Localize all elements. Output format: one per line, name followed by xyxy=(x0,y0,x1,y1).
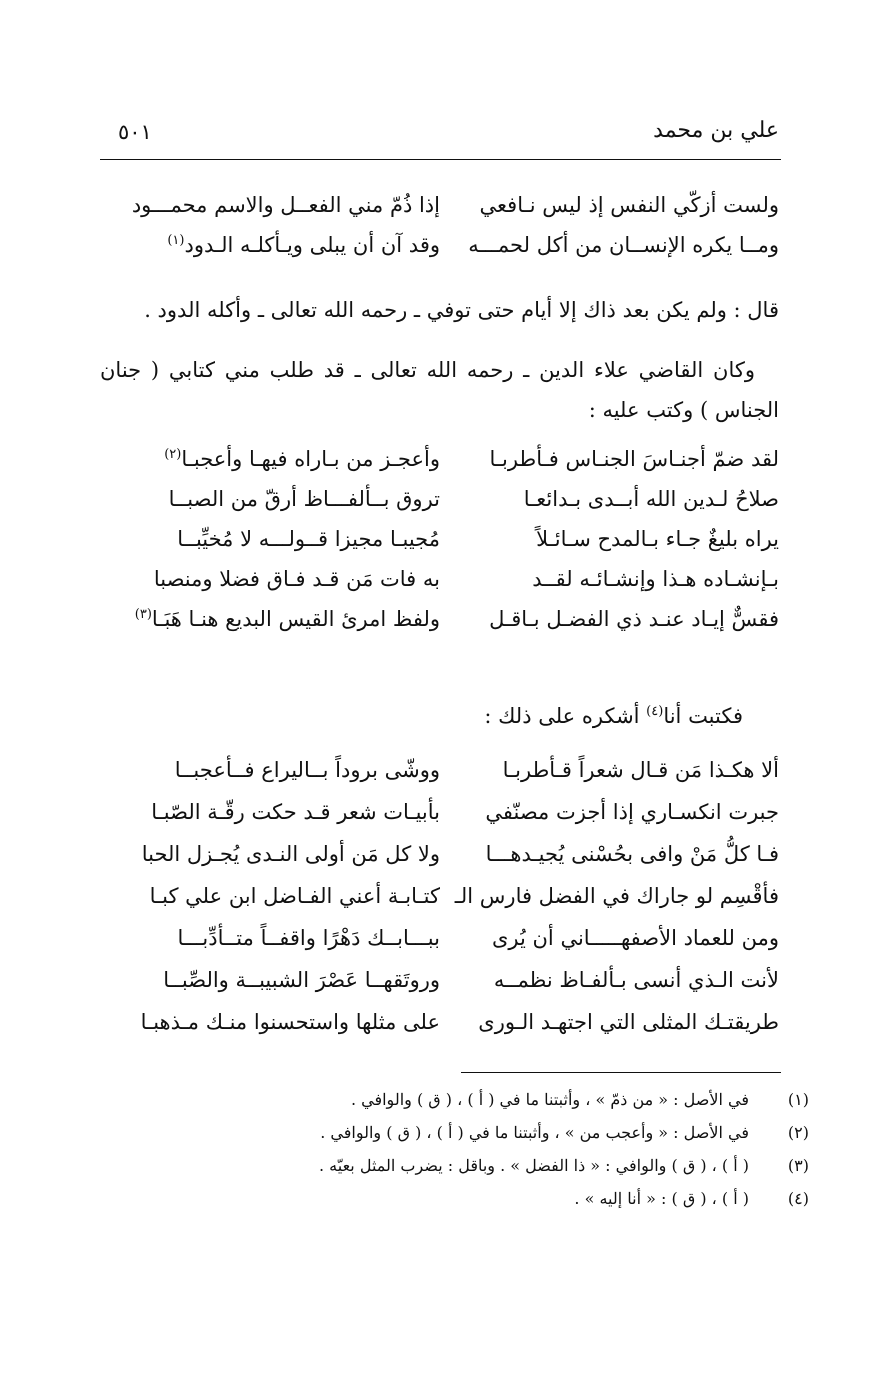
first-hemistich: فـا كلُّ مَنْ وافى بحُسْنى يُجيـدهـــا xyxy=(485,842,779,866)
couplet xyxy=(100,567,779,607)
second-hemistich: تروق بــألفـــاظ أرقّ من الصبــا xyxy=(168,487,440,511)
footnote-number: (١) xyxy=(787,1090,809,1109)
first-hemistich: بـإنشـاده هـذا وإنشـائـه لقــد xyxy=(532,567,779,591)
couplet xyxy=(100,1010,779,1052)
first-hemistich: لقد ضمّ أجنـاسَ الجنـاس فـأطربـا xyxy=(489,447,779,471)
first-hemistich: ومــا يكره الإنســان من أكل لحمـــه xyxy=(468,233,779,257)
couplet xyxy=(100,193,779,233)
couplet xyxy=(100,758,779,800)
footnote-ref: (٤) xyxy=(646,704,664,719)
footnotes xyxy=(100,1090,809,1222)
couplet xyxy=(100,527,779,567)
poem-block-3 xyxy=(100,758,779,1052)
couplet xyxy=(100,800,779,842)
second-hemistich: مُجيبـا مجيزا قــولـــه لا مُخيِّبــا xyxy=(177,527,440,551)
footnote-ref: (١) xyxy=(167,233,185,248)
second-hemistich: ووشّى بروداً بــاليراع فــأعجبــا xyxy=(174,758,440,782)
header-rule xyxy=(100,159,781,160)
first-hemistich: طريقتـك المثلى التي اجتهـد الـورى xyxy=(478,1010,779,1034)
footnote-number: (٢) xyxy=(787,1123,809,1142)
footnote-ref: (٢) xyxy=(164,447,182,462)
first-hemistich: جبرت انكسـاري إذا أجزت مصنّفي xyxy=(485,800,779,824)
second-hemistich: بأبيـات شعر قـد حكت رقّـة الصّبـا xyxy=(151,800,440,824)
second-hemistich: به فات مَن قـد فـاق فضلا ومنصبا xyxy=(153,567,440,591)
second-hemistich: وقد آن أن يبلى ويـأكلـه الـدود$^{(١)}$ xyxy=(167,233,440,257)
first-hemistich: ولست أزكّي النفس إذ ليس نـافعي xyxy=(479,193,779,217)
paragraph: فكتبت أنا$^{(٤)}$ أشكره على ذلك : xyxy=(484,704,743,728)
footnote xyxy=(100,1156,809,1189)
couplet xyxy=(100,487,779,527)
first-hemistich: فقسٌّ إيـاد عنـد ذي الفضـل بـاقـل xyxy=(489,607,779,631)
page-number: ٥٠١ xyxy=(118,120,152,144)
couplet xyxy=(100,607,779,647)
poem-block-2 xyxy=(100,447,779,647)
paragraph: وكان القاضي علاء الدين ـ رحمه الله تعالى ـ قد طلب مني كتابي ( جنان الجناس ) وكتب عليه : xyxy=(100,358,779,422)
couplet xyxy=(100,926,779,968)
couplet xyxy=(100,233,779,273)
first-hemistich: يراه بليغٌ جـاء بـالمدح سـائـلاً xyxy=(536,527,779,551)
second-hemistich: ولفظ امرئ القيس البديع هنـا هَبَـا$^{(٣)}$ xyxy=(134,607,440,631)
footnote-text: ( أ ) ، ( ق ) والوافي : « ذا الفضل » . وباقل : يضرب المثل بعيّه . xyxy=(318,1156,749,1175)
poem-block-1 xyxy=(100,193,779,273)
footnote xyxy=(100,1090,809,1123)
second-hemistich: على مثلها واستحسنوا منـك مـذهبـا xyxy=(140,1010,440,1034)
running-head-title: علي بن محمد xyxy=(653,118,779,143)
footnote-rule xyxy=(461,1072,781,1073)
footnote xyxy=(100,1189,809,1222)
first-hemistich: صلاحُ لـدين الله أبــدى بـدائعـا xyxy=(523,487,779,511)
footnote-number: (٤) xyxy=(787,1189,809,1208)
footnote-text: في الأصل : « من ذمّ » ، وأثبتنا ما في ( أ ) ، ( ق ) والوافي . xyxy=(350,1090,749,1109)
couplet xyxy=(100,968,779,1010)
first-hemistich: ألا هكـذا مَن قـال شعراً قـأطربـا xyxy=(502,758,779,782)
footnote-text: ( أ ) ، ( ق ) : « أنا إليه » . xyxy=(574,1189,749,1208)
footnote-number: (٣) xyxy=(787,1156,809,1175)
second-hemistich: وروتَقهــا عَصْرَ الشبيبــة والصِّبــا xyxy=(163,968,440,992)
couplet xyxy=(100,447,779,487)
first-hemistich: ومن للعماد الأصفهـــــاني أن يُرى xyxy=(491,926,779,950)
running-head xyxy=(100,118,779,158)
couplet xyxy=(100,842,779,884)
second-hemistich: وأعجـز من بـاراه فيهـا وأعجبـا$^{(٢)}$ xyxy=(164,447,440,471)
second-hemistich: ولا كل مَن أولى النـدى يُجـزل الحبا xyxy=(141,842,440,866)
footnote xyxy=(100,1123,809,1156)
second-hemistich: كتـابـة أعني الفـاضل ابن علي كبـا xyxy=(149,884,440,908)
footnote-ref: (٣) xyxy=(134,607,152,622)
first-hemistich: لأنت الـذي أنسى بـألفـاظ نظمــه xyxy=(493,968,779,992)
footnote-text: في الأصل : « وأعجب من » ، وأثبتنا ما في ( أ ) ، ( ق ) والوافي . xyxy=(320,1123,749,1142)
paragraph: قال : ولم يكن بعد ذاك إلا أيام حتى توفي ـ رحمه الله تعالى ـ وأكله الدود . xyxy=(144,298,779,322)
couplet xyxy=(100,884,779,926)
second-hemistich: ببـــابــك دَهْرًا واقفــاً متــأدِّبـــا xyxy=(177,926,440,950)
first-hemistich: فأقْسِم لو جاراك في الفضل فارس الـ xyxy=(454,884,779,908)
second-hemistich: إذا ذُمّ مني الفعــل والاسم محمـــود xyxy=(131,193,440,217)
